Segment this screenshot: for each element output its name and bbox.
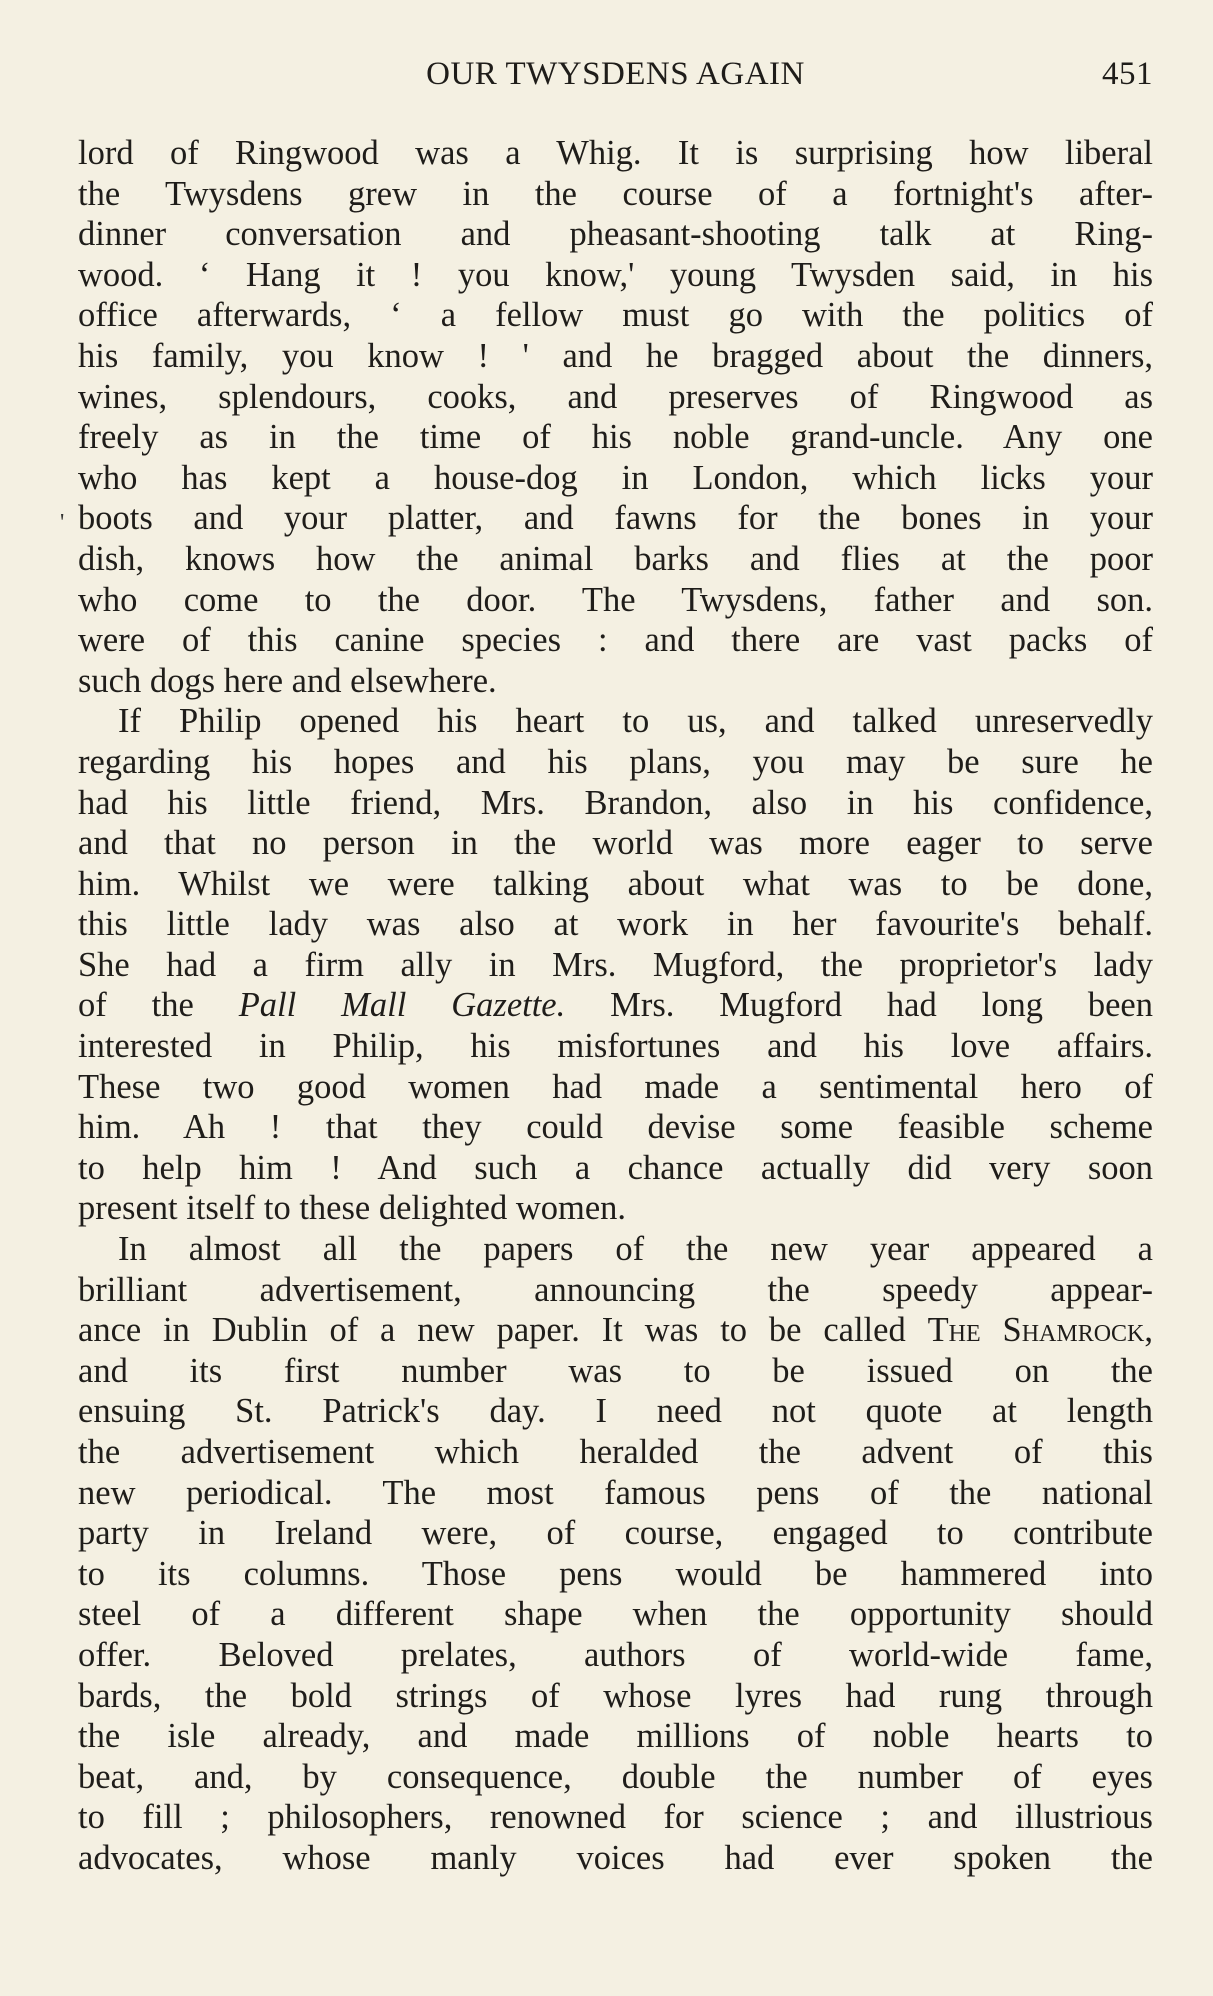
text-line: this little lady was also at work in her favourite's behalf.: [78, 905, 1153, 944]
text-line: dinner conversation and pheasant-shooting talk at Ring-: [78, 215, 1153, 254]
running-head: [78, 50, 1153, 100]
text-line: brilliant advertisement, announcing the speedy appear-: [78, 1270, 1153, 1309]
text-line: present itself to these delighted women.: [78, 1189, 627, 1228]
text-line: the advertisement which heralded the advent of this: [78, 1433, 1153, 1471]
text-line: advocates, whose manly voices had ever spoken the: [78, 1838, 1153, 1877]
text-line: She had a firm ally in Mrs. Mugford, the proprietor's lady: [78, 945, 1153, 984]
text-line: [78, 985, 1153, 1026]
text-line: the isle already, and made millions of noble hearts to: [78, 1717, 1153, 1756]
text-line: wines, splendours, cooks, and preserves of Ringwood as: [78, 377, 1153, 416]
text-line: offer. Beloved prelates, authors of world-wide fame,: [78, 1635, 1153, 1674]
text-line: steel of a different shape when the opportunity should: [78, 1595, 1153, 1634]
text-line: wood. ‘ Hang it ! you know,' young Twysden said, in his: [78, 255, 1153, 294]
text-line: him. Ah ! that they could devise some feasible scheme: [78, 1108, 1153, 1147]
text-line: to fill ; philosophers, renowned for science ; and illustrious: [78, 1798, 1153, 1837]
text-line: dish, knows how the animal barks and flies at the poor: [78, 539, 1153, 578]
body-text: [78, 133, 1153, 1879]
text-fragment: ance in Dublin of a new paper. It was to be called: [78, 1311, 906, 1350]
text-line: interested in Philip, his misfortunes and his love affairs.: [78, 1027, 1153, 1066]
page-number: 451: [1102, 56, 1153, 92]
text-line: him. Whilst we were talking about what was to be done,: [78, 864, 1153, 903]
text-line: to help him ! And such a chance actually did very soon: [78, 1148, 1153, 1187]
text-line: to its columns. Those pens would be hammered into: [78, 1554, 1153, 1593]
text-line: were of this canine species : and there are vast packs of: [78, 621, 1153, 660]
text-line: who has kept a house-dog in London, which licks your: [78, 458, 1153, 497]
text-line: party in Ireland were, of course, engaged to contribute: [78, 1514, 1153, 1553]
text-line: who come to the door. The Twysdens, father and son.: [78, 580, 1153, 619]
paper-name: The Shamrock,: [927, 1311, 1153, 1350]
text-line: freely as in the time of his noble grand-uncle. Any one: [78, 418, 1153, 457]
text-line: had his little friend, Mrs. Brandon, also in his confidence,: [78, 783, 1153, 822]
text-line: boots and your platter, and fawns for the bones in your: [78, 499, 1153, 538]
text-fragment: of the: [78, 986, 194, 1025]
running-title: OUR TWYSDENS AGAIN: [426, 56, 805, 92]
text-line: [78, 1310, 1153, 1351]
text-line: and that no person in the world was more eager to serve: [78, 824, 1153, 863]
text-line: regarding his hopes and his plans, you may be sure he: [78, 742, 1153, 781]
text-line: If Philip opened his heart to us, and talked unreservedly: [118, 702, 1153, 741]
margin-mark: ': [60, 510, 65, 536]
text-line: such dogs here and elsewhere.: [78, 661, 497, 700]
text-line: beat, and, by consequence, double the number of eyes: [78, 1757, 1153, 1796]
text-line: the Twysdens grew in the course of a fortnight's after-: [78, 174, 1153, 213]
text-fragment: Mrs. Mugford had long been: [610, 986, 1153, 1025]
text-line: and its first number was to be issued on the: [78, 1351, 1153, 1390]
newspaper-title: Pall Mall Gazette.: [238, 986, 566, 1025]
text-line: ensuing St. Patrick's day. I need not quote at length: [78, 1392, 1153, 1431]
text-line: bards, the bold strings of whose lyres had rung through: [78, 1676, 1153, 1715]
text-line: In almost all the papers of the new year appeared a: [118, 1230, 1153, 1269]
text-line: office afterwards, ‘ a fellow must go with the politics of: [78, 296, 1153, 335]
text-line: his family, you know ! ' and he bragged about the dinners,: [78, 336, 1153, 375]
text-line: new periodical. The most famous pens of the national: [78, 1473, 1153, 1512]
text-line: lord of Ringwood was a Whig. It is surprising how liberal: [78, 134, 1153, 172]
text-line: These two good women had made a sentimental hero of: [78, 1067, 1153, 1106]
